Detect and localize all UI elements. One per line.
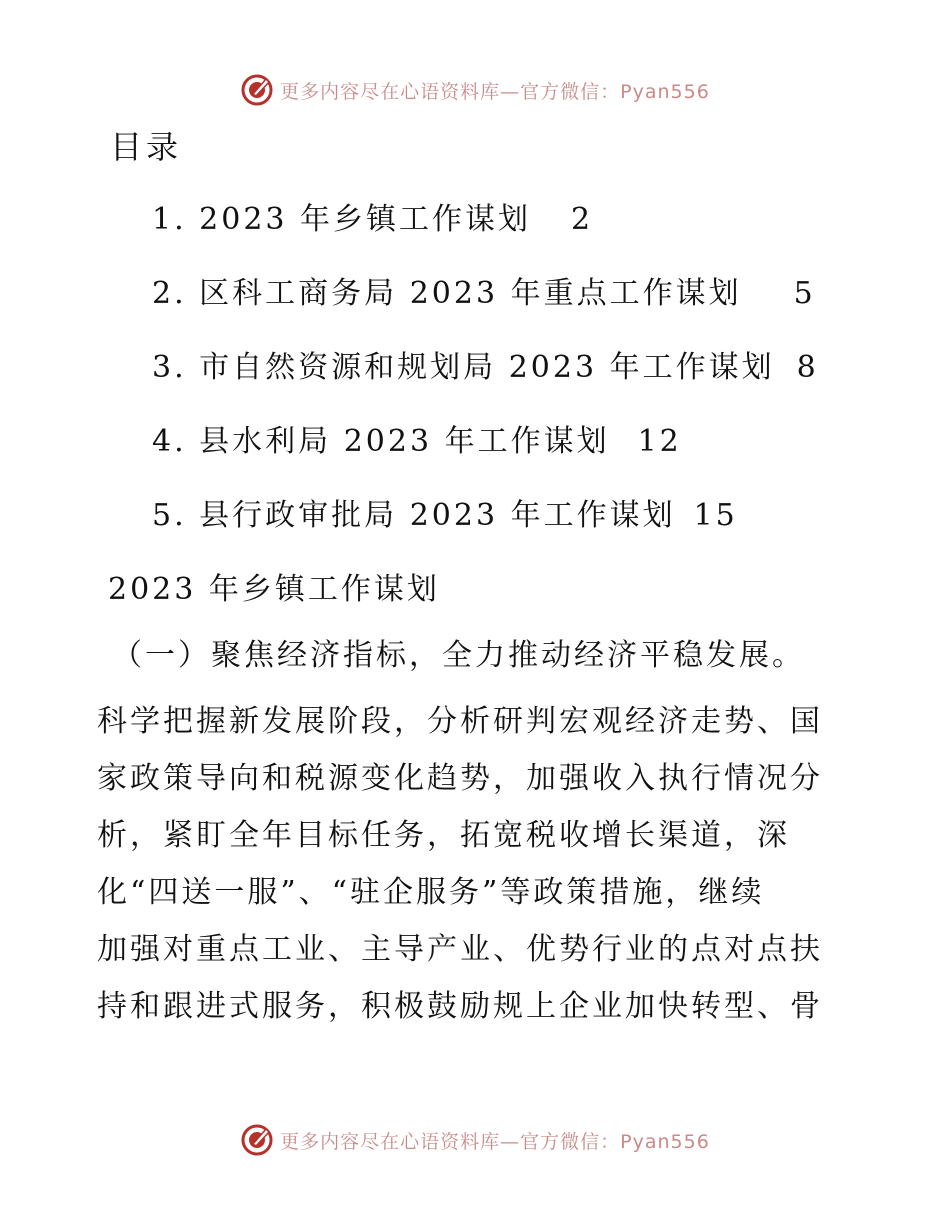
watermark-label: 更多内容尽在心语资料库—官方微信： [280, 1130, 621, 1153]
toc-title: 目录 [110, 128, 183, 166]
watermark-wechat-id: Pyan556 [620, 1130, 710, 1153]
watermark-text [280, 77, 710, 104]
toc-item-page: 5 [793, 276, 816, 311]
watermark-wechat-id: Pyan556 [620, 80, 710, 103]
section-subheading: （一）聚焦经济指标，全力推动经济平稳发展。 [112, 638, 805, 673]
body-line: 家政策导向和税源变化趋势，加强收入执行情况分 [97, 761, 823, 796]
body-line: 加强对重点工业、主导产业、优势行业的点对点扶 [97, 932, 823, 967]
watermark-content [240, 1123, 710, 1157]
toc-item-label: 3. 市自然资源和规划局 2023 年工作谋划 [152, 350, 775, 385]
toc-item-page: 12 [637, 424, 682, 459]
watermark-label: 更多内容尽在心语资料库—官方微信： [280, 80, 621, 103]
footer-watermark [0, 1120, 950, 1160]
header-watermark [0, 70, 950, 110]
section-heading: 2023 年乡镇工作谋划 [108, 572, 440, 607]
toc-item[interactable] [152, 338, 819, 412]
body-line: 化“四送一服”、“驻企服务”等政策措施，继续 [97, 875, 765, 910]
toc-item[interactable] [152, 264, 819, 338]
toc-item-label: 5. 县行政审批局 2023 年工作谋划 [152, 498, 676, 533]
toc-item[interactable] [152, 486, 819, 560]
toc-item[interactable] [152, 190, 819, 264]
library-logo-icon [240, 1123, 274, 1157]
library-logo-icon [240, 73, 274, 107]
toc-item-page: 15 [693, 498, 738, 533]
toc-item-label: 4. 县水利局 2023 年工作谋划 [152, 424, 610, 459]
body-paragraph [97, 693, 857, 1035]
watermark-content [240, 73, 710, 107]
body-line: 科学把握新发展阶段，分析研判宏观经济走势、国 [97, 704, 823, 739]
toc-item-label: 1. 2023 年乡镇工作谋划 [152, 202, 532, 237]
toc-item-page: 2 [571, 202, 594, 237]
toc-list [152, 190, 819, 560]
toc-item-label: 2. 区科工商务局 2023 年重点工作谋划 [152, 276, 742, 311]
body-line: 持和跟进式服务，积极鼓励规上企业加快转型、骨 [97, 989, 823, 1024]
toc-item[interactable] [152, 412, 819, 486]
body-line: 析，紧盯全年目标任务，拓宽税收增长渠道，深 [97, 818, 790, 853]
toc-item-page: 8 [796, 350, 819, 385]
watermark-text [280, 1127, 710, 1154]
